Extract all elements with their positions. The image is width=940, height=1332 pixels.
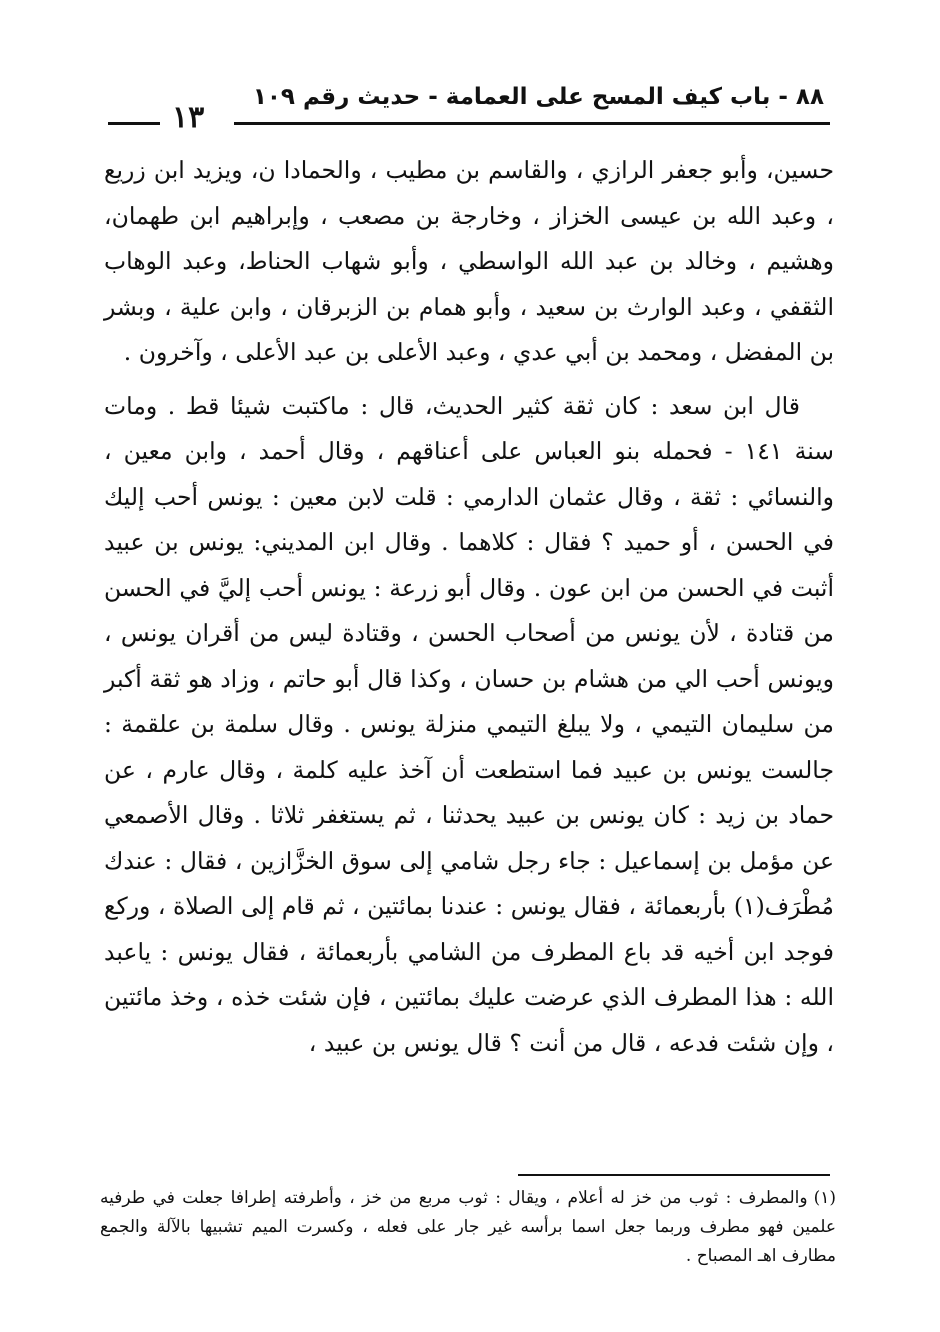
- footnote-separator: [518, 1174, 830, 1176]
- paragraph: حسين، وأبو جعفر الرازي ، والقاسم بن مطيب ، والحمادا ن، ويزيد ابن زريع ، وعبد الله بن عيسى الخزاز ، وخارجة بن مصعب ، وإبراهيم ابن طهمان، وهشيم ، وخالد بن عبد الله الواسطي ، وأبو شهاب الحناط، وعبد الوهاب الثقفي ، وعبد الوارث بن سعيد ، وأبو همام بن الزبرقان ، وابن علية ، وبشر بن المفضل ، ومحمد بن أبي عدي ، وعبد الأعلى بن عبد الأعلى ، وآخرون .: [104, 156, 834, 366]
- paragraph: قال ابن سعد : كان ثقة كثير الحديث، قال : ماكتبت شيئا قط . ومات سنة ١٤١ - فحمله بنو العباس على أعناقهم ، وقال أحمد ، وابن معين ، والنسائي : ثقة ، وقال عثمان الدارمي : قلت لابن معين : يونس أحب إليك في الحسن ، أو حميد ؟ فقال : كلاهما . وقال ابن المديني: يونس بن عبيد أثبت في الحسن من ابن عون . وقال أبو زرعة : يونس أحب إليَّ في الحسن من قتادة ، لأن يونس من أصحاب الحسن ، وقتادة ليس من أقران يونس ، ويونس أحب الي من هشام بن حسان ، وكذا قال أبو حاتم ، وزاد هو ثقة أكبر من سليمان التيمي ، ولا يبلغ التيمي منزلة يونس . وقال سلمة بن علقمة : جالست يونس بن عبيد فما استطعت أن آخذ عليه كلمة ، وقال عارم ، عن حماد بن زيد : كان يونس بن عبيد يحدثنا ، ثم يستغفر ثلاثا . وقال الأصمعي عن مؤمل بن إسماعيل : جاء رجل شامي إلى سوق الخزَّازين ، فقال : عندك مُطْرَف(١) بأربعمائة ، فقال يونس : عندنا بمائتين ، ثم قام إلى الصلاة ، وركع فوجد ابن أخيه قد باع المطرف من الشامي بأربعمائة ، فقال يونس : ياعبد الله : هذا المطرف الذي عرضت عليك بمائتين ، فإن شئت خذه ، وخذ مائتين ، وإن شئت فدعه ، قال من أنت ؟ قال يونس بن عبيد ،: [104, 391, 835, 1057]
- footnote-text: والمطرف : ثوب من خز له أعلام ، ويقال : ثوب مربع من خز ، وأطرفته إطرافا جعلت في طرفيه علمين فهو مطرف وربما جعل اسما برأسه غير جار على فعله ، وكسرت الميم تشبيها بالآلة والجمع مطارف اهـ المصباح .: [100, 1188, 836, 1266]
- footnote: [100, 1184, 836, 1271]
- main-text: [104, 148, 834, 1066]
- running-title: ٨٨ - باب كيف المسح على العمامة - حديث رقم ١٠٩: [252, 84, 824, 110]
- header-rule: [234, 122, 830, 125]
- footnotes: [100, 1184, 836, 1271]
- footnote-number: (١): [813, 1188, 836, 1208]
- page-header: [108, 80, 830, 140]
- page-number: ١٣: [172, 100, 205, 135]
- header-rule-short: [108, 122, 160, 125]
